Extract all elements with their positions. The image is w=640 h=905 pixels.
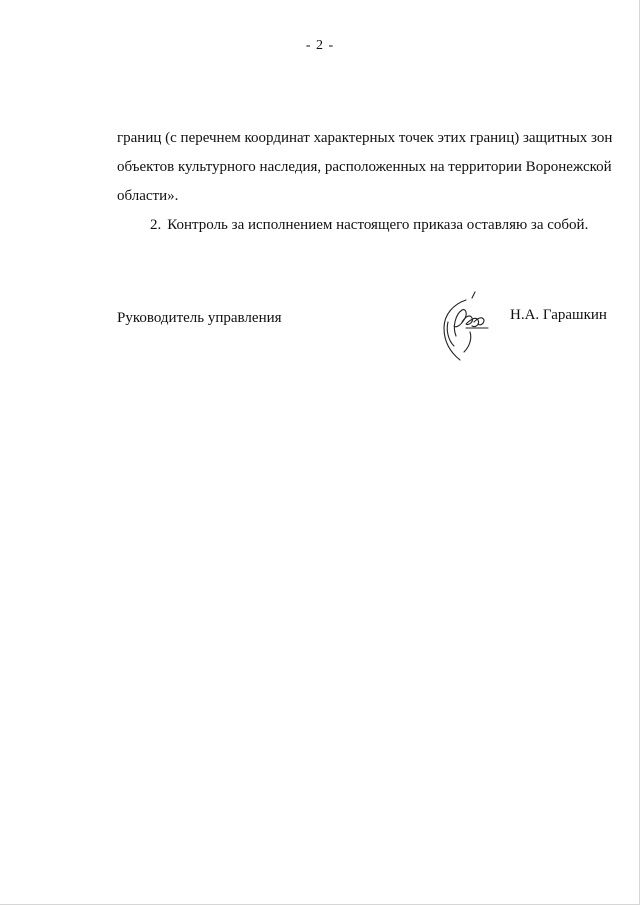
handwritten-signature bbox=[426, 286, 496, 366]
signatory-name: Н.А. Гарашкин bbox=[510, 307, 607, 323]
list-item-2 bbox=[117, 211, 610, 240]
paragraph-line-3: области». bbox=[117, 188, 179, 204]
page-number: - 2 - bbox=[305, 38, 335, 53]
list-item-number: 2. bbox=[150, 217, 162, 233]
body-text bbox=[117, 124, 613, 240]
paragraph-line-1: границ (с перечнем координат характерных точек этих границ) защитных зон bbox=[117, 130, 613, 146]
paragraph-line-2: объектов культурного наследия, расположенных на территории Воронежской bbox=[117, 159, 612, 175]
signatory-role: Руководитель управления bbox=[117, 310, 282, 326]
list-item-text: Контроль за исполнением настоящего приказа оставляю за собой. bbox=[167, 217, 589, 233]
